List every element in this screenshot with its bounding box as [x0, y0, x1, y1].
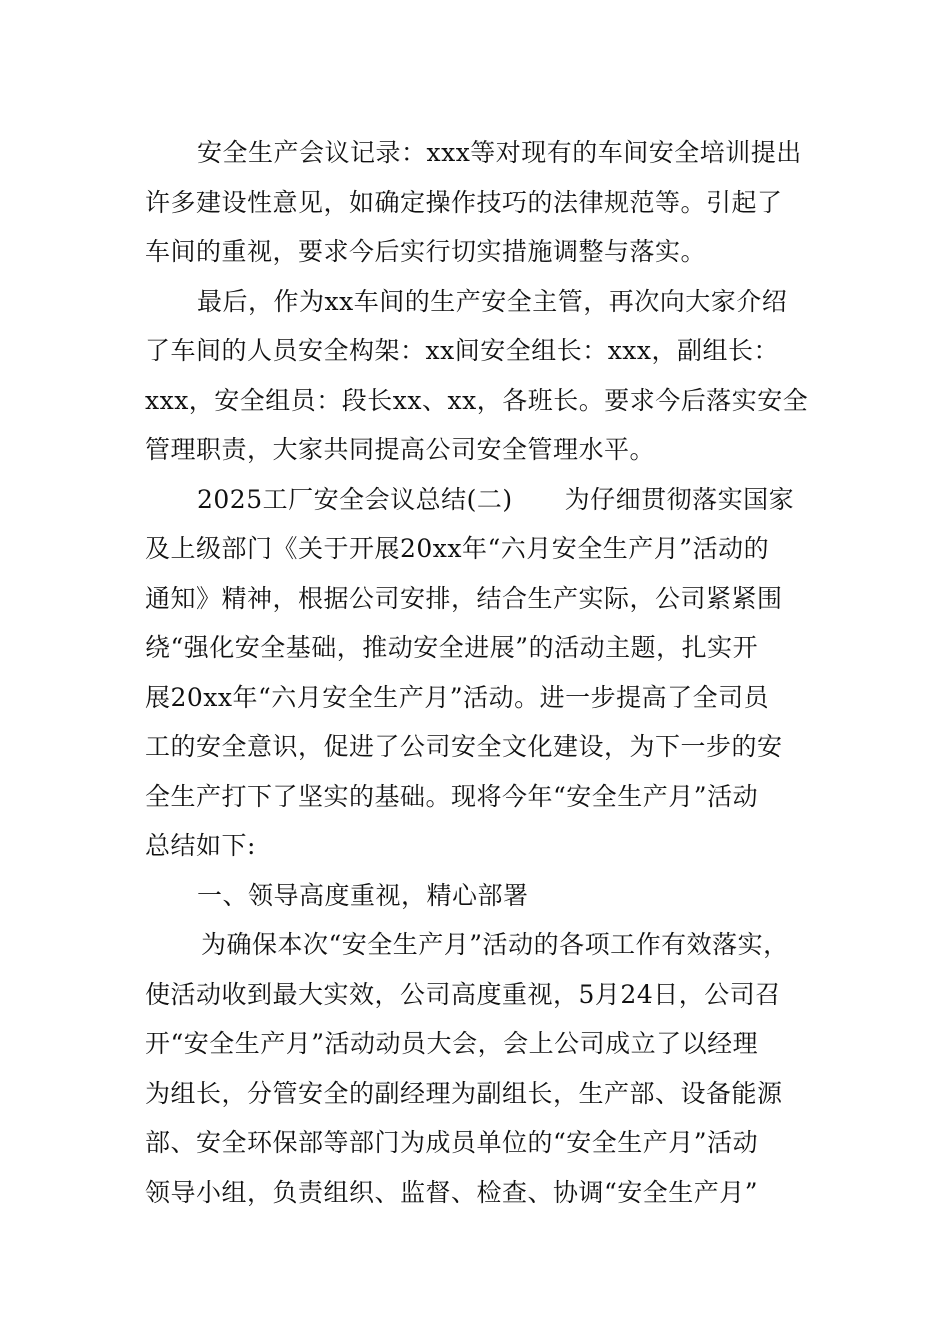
paragraph-text: 为仔细贯彻落实国家 — [564, 484, 795, 514]
paragraph-line: 为组长，分管安全的副经理为副组长，生产部、设备能源 — [145, 1078, 783, 1108]
paragraph-line: 通知》精神，根据公司安排，结合生产实际，公司紧紧围 — [145, 583, 783, 613]
document-body — [145, 128, 810, 1217]
paragraph-line: 绕“强化安全基础，推动安全进展”的活动主题，扎实开 — [145, 633, 759, 662]
paragraph-line: 展20xx年“六月安全生产月”活动。进一步提高了全司员 — [145, 682, 770, 712]
section-heading: 一、领导高度重视，精心部署 — [197, 880, 529, 910]
paragraph-line: 使活动收到最大实效，公司高度重视，5月24日，公司召 — [145, 979, 781, 1009]
section-title-line — [145, 475, 810, 525]
paragraph-line: xxx，安全组员：段长xx、xx，各班长。要求今后落实安全 — [145, 385, 809, 415]
paragraph-line: 总结如下: — [145, 831, 256, 860]
paragraph-line: 许多建设性意见，如确定操作技巧的法律规范等。引起了 — [145, 187, 783, 217]
paragraph-line: 及上级部门《关于开展20xx年“六月安全生产月”活动的 — [145, 534, 770, 563]
paragraph-line: 管理职责，大家共同提高公司安全管理水平。 — [145, 435, 656, 464]
paragraph-line: 全生产打下了坚实的基础。现将今年“安全生产月”活动 — [145, 781, 759, 811]
paragraph-line: 车间的重视，要求今后实行切实措施调整与落实。 — [145, 237, 707, 266]
paragraph-line: 开“安全生产月”活动动员大会，会上公司成立了以经理 — [145, 1029, 759, 1058]
paragraph-line: 领导小组，负责组织、监督、检查、协调“安全生产月” — [145, 1177, 759, 1207]
paragraph-line: 安全生产会议记录：xxx等对现有的车间安全培训提出 — [197, 138, 802, 167]
paragraph-line: 部、安全环保部等部门为成员单位的“安全生产月”活动 — [145, 1128, 759, 1157]
section-title: 2025工厂安全会议总结(二) — [197, 484, 513, 514]
paragraph-line: 最后，作为xx车间的生产安全主管，再次向大家介绍 — [197, 286, 788, 316]
paragraph-line: 工的安全意识，促进了公司安全文化建设，为下一步的安 — [145, 732, 783, 761]
paragraph-line: 为确保本次“安全生产月”活动的各项工作有效落实， — [201, 930, 789, 959]
paragraph-line: 了车间的人员安全构架：xx间安全组长：xxx，副组长： — [145, 336, 779, 365]
